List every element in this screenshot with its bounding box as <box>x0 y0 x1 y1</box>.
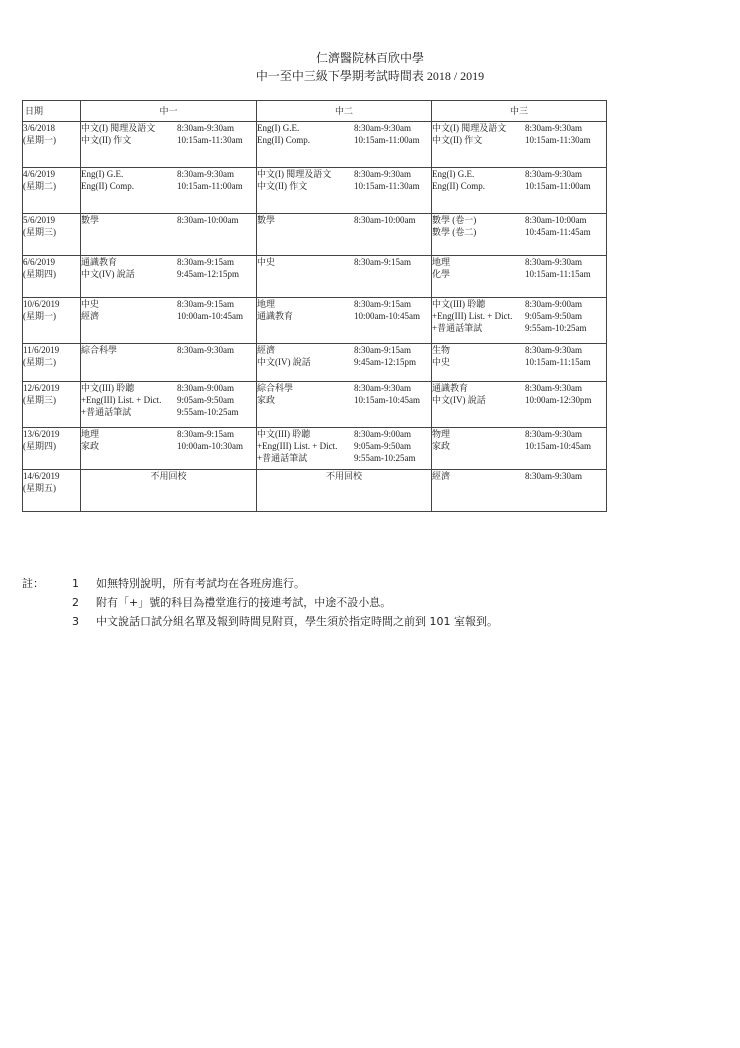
exam-time: 8:30am-9:15am <box>354 299 411 309</box>
exam-time: 10:00am-10:45am <box>177 311 243 321</box>
exam-time: 9:05am-9:50am <box>177 395 234 405</box>
exam-subject: 中文(IV) 說話 <box>81 269 135 279</box>
exam-weekday: (星期五) <box>23 483 56 493</box>
exam-entry <box>432 134 606 146</box>
f2-cell <box>257 256 432 298</box>
exam-entry <box>81 440 256 452</box>
table-row <box>23 428 607 470</box>
exam-entry <box>257 310 431 322</box>
table-row <box>23 382 607 428</box>
f3-cell <box>432 428 607 470</box>
exam-timetable <box>22 100 607 512</box>
exam-entry <box>432 168 606 180</box>
exam-entry <box>432 470 606 482</box>
exam-entry <box>81 382 256 394</box>
no-school-form2: 不用回校 <box>257 470 432 512</box>
date-cell <box>23 382 81 428</box>
exam-entry <box>257 134 431 146</box>
exam-subject: 地理 <box>432 257 451 267</box>
exam-time: 10:15am-11:15am <box>525 269 591 279</box>
exam-subject: 數學 <box>81 215 100 225</box>
date-cell <box>23 298 81 344</box>
f3-cell <box>432 298 607 344</box>
exam-date: 6/6/2019 <box>23 257 56 267</box>
exam-entry <box>257 382 431 394</box>
f3-cell <box>432 382 607 428</box>
exam-entry <box>432 344 606 356</box>
exam-time: 8:30am-9:00am <box>525 299 582 309</box>
f1-cell <box>81 344 257 382</box>
exam-subject: +普通話筆試 <box>432 323 483 333</box>
exam-time: 9:45am-12:15pm <box>177 269 239 279</box>
exam-subject: 數學 (卷二) <box>432 227 477 237</box>
exam-subject: 經濟 <box>81 311 100 321</box>
exam-entry <box>257 214 431 226</box>
header-form2: 中二 <box>257 101 432 122</box>
f2-cell <box>257 344 432 382</box>
note-item: 1 如無特別說明，所有考試均在各班房進行。 <box>72 577 305 590</box>
exam-entry <box>432 122 606 134</box>
exam-subject: 中文(I) 閱理及語文 <box>257 169 332 179</box>
f3-cell <box>432 122 607 168</box>
date-cell <box>23 214 81 256</box>
exam-time: 8:30am-9:30am <box>525 429 582 439</box>
table-row <box>23 344 607 382</box>
table-row <box>23 470 607 512</box>
exam-time: 8:30am-9:00am <box>177 383 234 393</box>
f1-cell <box>81 428 257 470</box>
table-row <box>23 256 607 298</box>
exam-date: 14/6/2019 <box>23 471 60 481</box>
exam-time: 8:30am-9:15am <box>354 257 411 267</box>
exam-subject: Eng(II) Comp. <box>257 135 310 145</box>
exam-entry <box>432 226 606 238</box>
exam-entry <box>257 428 431 440</box>
exam-time: 8:30am-9:30am <box>525 169 582 179</box>
f2-cell <box>257 122 432 168</box>
exam-time: 8:30am-9:30am <box>177 169 234 179</box>
exam-subject: Eng(I) G.E. <box>81 169 124 179</box>
f2-cell <box>257 428 432 470</box>
f2-cell <box>257 214 432 256</box>
exam-subject: +普通話筆試 <box>81 407 132 417</box>
exam-entry <box>432 214 606 226</box>
exam-weekday: (星期四) <box>23 441 56 451</box>
exam-entry <box>81 310 256 322</box>
exam-time: 10:15am-11:30am <box>177 135 243 145</box>
exam-entry <box>81 214 256 226</box>
exam-subject: +Eng(III) List. + Dict. <box>432 311 513 321</box>
exam-entry <box>257 298 431 310</box>
exam-subject: Eng(II) Comp. <box>81 181 134 191</box>
f1-cell <box>81 298 257 344</box>
exam-subject: 中史 <box>432 357 451 367</box>
exam-time: 8:30am-9:15am <box>177 299 234 309</box>
exam-subject: 家政 <box>257 395 276 405</box>
exam-subject: 中文(IV) 說話 <box>257 357 311 367</box>
exam-time: 10:15am-10:45am <box>354 395 420 405</box>
exam-time: 9:05am-9:50am <box>354 441 411 451</box>
date-cell <box>23 256 81 298</box>
exam-subject: 數學 <box>257 215 276 225</box>
exam-subject: 地理 <box>257 299 276 309</box>
header-form3: 中三 <box>432 101 607 122</box>
exam-subject: 中文(III) 聆聽 <box>81 383 135 393</box>
exam-subject: 中文(I) 閱理及語文 <box>81 123 156 133</box>
exam-entry <box>432 382 606 394</box>
school-name: 仁濟醫院林百欣中學 <box>315 51 424 65</box>
exam-time: 8:30am-9:30am <box>177 345 234 355</box>
exam-date: 5/6/2019 <box>23 215 56 225</box>
exam-subject: 中文(III) 聆聽 <box>257 429 311 439</box>
exam-entry <box>81 256 256 268</box>
exam-subject: 化學 <box>432 269 451 279</box>
exam-entry <box>432 180 606 192</box>
exam-time: 10:15am-11:30am <box>354 181 420 191</box>
exam-entry <box>81 406 256 418</box>
exam-time: 8:30am-9:30am <box>525 123 582 133</box>
exam-time: 8:30am-9:00am <box>354 429 411 439</box>
notes-label: 註： <box>22 577 44 590</box>
f3-cell <box>432 470 607 512</box>
exam-time: 8:30am-9:30am <box>354 123 411 133</box>
exam-entry <box>432 256 606 268</box>
f1-cell <box>81 256 257 298</box>
no-school-form1: 不用回校 <box>81 470 257 512</box>
exam-time: 8:30am-10:00am <box>354 215 416 225</box>
f1-cell <box>81 382 257 428</box>
exam-time: 9:55am-10:25am <box>177 407 239 417</box>
exam-subject: 通識教育 <box>432 383 469 393</box>
f3-cell <box>432 214 607 256</box>
exam-entry <box>81 428 256 440</box>
exam-entry <box>257 440 431 452</box>
exam-subject: 中文(I) 閱理及語文 <box>432 123 507 133</box>
exam-weekday: (星期二) <box>23 357 56 367</box>
f1-cell <box>81 122 257 168</box>
exam-subject: 通識教育 <box>81 257 118 267</box>
exam-time: 8:30am-9:30am <box>177 123 234 133</box>
exam-subject: 家政 <box>81 441 100 451</box>
exam-time: 10:15am-11:00am <box>525 181 591 191</box>
header-form1: 中一 <box>81 101 257 122</box>
exam-entry <box>257 168 431 180</box>
exam-time: 10:15am-11:30am <box>525 135 591 145</box>
f2-cell <box>257 168 432 214</box>
exam-entry <box>432 356 606 368</box>
exam-entry <box>81 344 256 356</box>
exam-entry <box>257 122 431 134</box>
table-row <box>23 298 607 344</box>
exam-time: 8:30am-9:30am <box>354 383 411 393</box>
timetable-title: 中一至中三級下學期考試時間表 2018 / 2019 <box>255 69 485 83</box>
f3-cell <box>432 344 607 382</box>
exam-subject: 綜合科學 <box>257 383 294 393</box>
date-cell <box>23 122 81 168</box>
exam-subject: 經濟 <box>432 471 451 481</box>
exam-entry <box>81 268 256 280</box>
exam-date: 10/6/2019 <box>23 299 60 309</box>
f3-cell <box>432 168 607 214</box>
note-item: 2 附有「+」號的科目為禮堂進行的接連考試，中途不設小息。 <box>72 596 392 609</box>
exam-subject: 經濟 <box>257 345 276 355</box>
exam-entry <box>257 394 431 406</box>
exam-subject: 中文(III) 聆聽 <box>432 299 486 309</box>
date-cell <box>23 428 81 470</box>
exam-subject: 生物 <box>432 345 451 355</box>
exam-time: 8:30am-9:30am <box>525 345 582 355</box>
exam-time: 9:45am-12:15pm <box>354 357 416 367</box>
exam-weekday: (星期一) <box>23 311 56 321</box>
f1-cell <box>81 214 257 256</box>
exam-entry <box>81 134 256 146</box>
exam-weekday: (星期二) <box>23 181 56 191</box>
table-row <box>23 168 607 214</box>
exam-entry <box>432 298 606 310</box>
exam-entry <box>257 356 431 368</box>
exam-subject: +Eng(III) List. + Dict. <box>257 441 338 451</box>
exam-time: 8:30am-9:30am <box>525 383 582 393</box>
exam-time: 8:30am-9:15am <box>177 429 234 439</box>
exam-time: 10:00am-12:30pm <box>525 395 592 405</box>
exam-subject: 物理 <box>432 429 451 439</box>
exam-entry <box>432 394 606 406</box>
exam-entry <box>81 394 256 406</box>
exam-date: 11/6/2019 <box>23 345 60 355</box>
note-item: 3 中文說話口試分組名單及報到時間見附頁，學生須於指定時間之前到 101 室報到。 <box>72 615 498 628</box>
exam-time: 9:55am-10:25am <box>525 323 587 333</box>
exam-subject: 中文(II) 作文 <box>81 135 132 145</box>
exam-time: 8:30am-10:00am <box>525 215 587 225</box>
exam-time: 10:15am-11:00am <box>177 181 243 191</box>
exam-date: 12/6/2019 <box>23 383 60 393</box>
exam-time: 10:15am-10:45am <box>525 441 591 451</box>
exam-date: 13/6/2019 <box>23 429 60 439</box>
exam-entry <box>432 322 606 334</box>
exam-entry <box>257 344 431 356</box>
exam-date: 4/6/2019 <box>23 169 56 179</box>
exam-entry <box>257 180 431 192</box>
f3-cell <box>432 256 607 298</box>
exam-subject: +Eng(III) List. + Dict. <box>81 395 162 405</box>
exam-weekday: (星期三) <box>23 395 56 405</box>
exam-date: 3/6/2018 <box>23 123 56 133</box>
exam-entry <box>432 428 606 440</box>
exam-entry <box>81 298 256 310</box>
exam-entry <box>432 440 606 452</box>
exam-entry <box>257 256 431 268</box>
exam-time: 8:30am-9:30am <box>354 169 411 179</box>
exam-subject: 數學 (卷一) <box>432 215 477 225</box>
exam-entry <box>81 180 256 192</box>
exam-subject: +普通話筆試 <box>257 453 308 463</box>
exam-time: 8:30am-9:30am <box>525 471 582 481</box>
f2-cell <box>257 298 432 344</box>
date-cell <box>23 168 81 214</box>
exam-subject: 家政 <box>432 441 451 451</box>
exam-weekday: (星期三) <box>23 227 56 237</box>
exam-weekday: (星期一) <box>23 135 56 145</box>
exam-subject: 綜合科學 <box>81 345 118 355</box>
exam-subject: 中文(II) 作文 <box>257 181 308 191</box>
exam-time: 10:00am-10:30am <box>177 441 243 451</box>
exam-subject: 通識教育 <box>257 311 294 321</box>
exam-subject: 地理 <box>81 429 100 439</box>
header <box>0 50 740 84</box>
exam-time: 8:30am-9:15am <box>354 345 411 355</box>
exam-time: 8:30am-10:00am <box>177 215 239 225</box>
date-cell <box>23 470 81 512</box>
exam-time: 9:55am-10:25am <box>354 453 416 463</box>
f2-cell <box>257 382 432 428</box>
exam-subject: Eng(I) G.E. <box>257 123 300 133</box>
exam-entry <box>432 310 606 322</box>
exam-time: 10:45am-11:45am <box>525 227 591 237</box>
exam-entry <box>81 122 256 134</box>
exam-subject: 中文(II) 作文 <box>432 135 483 145</box>
exam-time: 8:30am-9:30am <box>525 257 582 267</box>
exam-time: 10:00am-10:45am <box>354 311 420 321</box>
exam-subject: Eng(I) G.E. <box>432 169 475 179</box>
exam-entry <box>432 268 606 280</box>
exam-weekday: (星期四) <box>23 269 56 279</box>
exam-subject: 中史 <box>257 257 276 267</box>
exam-time: 10:15am-11:00am <box>354 135 420 145</box>
exam-time: 10:15am-11:15am <box>525 357 591 367</box>
date-cell <box>23 344 81 382</box>
exam-subject: Eng(II) Comp. <box>432 181 485 191</box>
f1-cell <box>81 168 257 214</box>
exam-time: 9:05am-9:50am <box>525 311 582 321</box>
table-row <box>23 122 607 168</box>
exam-time: 8:30am-9:15am <box>177 257 234 267</box>
header-date: 日期 <box>23 101 81 122</box>
exam-subject: 中文(IV) 說話 <box>432 395 486 405</box>
exam-entry <box>257 452 431 464</box>
table-header-row <box>23 101 607 122</box>
exam-subject: 中史 <box>81 299 100 309</box>
exam-entry <box>81 168 256 180</box>
table-row <box>23 214 607 256</box>
